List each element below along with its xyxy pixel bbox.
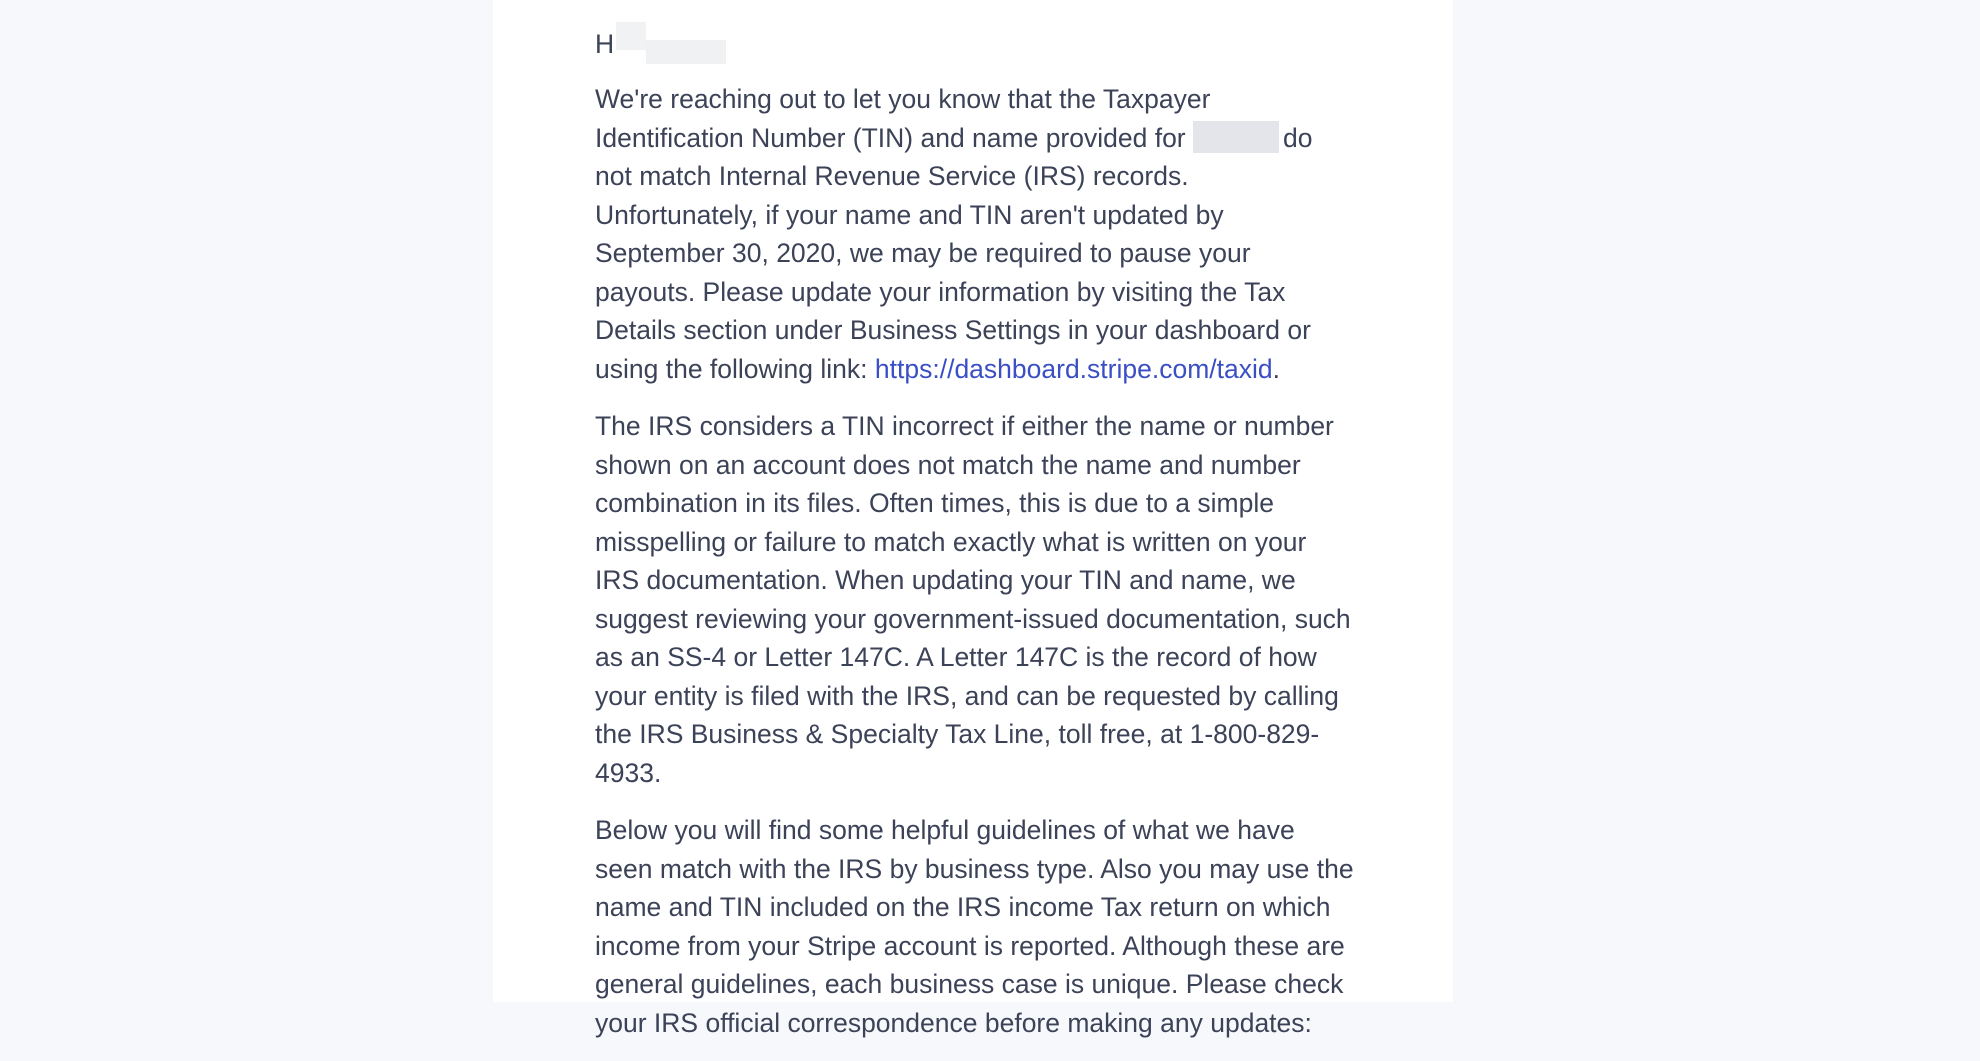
paragraph-tin-mismatch: [595, 80, 1355, 388]
paragraph-irs-explanation: The IRS considers a TIN incorrect if either the name or number shown on an account does not match the name and number combination in its files. Often times, this is due to a simple misspelling or failure to match exactly what is written on your IRS documentation. When updating your TIN and name, we suggest reviewing your government-issued documentation, such as an SS-4 or Letter 147C. A Letter 147C is the record of how your entity is filed with the IRS, and can be requested by calling the IRS Business & Specialty Tax Line, toll free, at 1-800-829-4933.: [595, 411, 1351, 788]
link-suffix: .: [1272, 353, 1280, 384]
taxid-link[interactable]: https://dashboard.stripe.com/taxid: [874, 353, 1273, 384]
redacted-name: [616, 22, 646, 50]
email-card: [493, 0, 1453, 1038]
paragraph-text: do not match Internal Revenue Service (IRS) records. Unfortunately, if your name and TIN aren't updated by September 30, 2020, we may be required to pause your payouts. Please update your information by visiting the Tax Details section under Business Settings in your dashboard or using the following link:: [595, 122, 1313, 384]
paragraph-guidelines: Below you will find some helpful guidelines of what we have seen match with the IRS by business type. Also you may use the name and TIN included on the IRS income Tax return on which income from your Stripe account is reported. Although these are general guidelines, each business case is unique. Please check your IRS official correspondence before making any updates:: [595, 815, 1354, 1038]
greeting: [595, 24, 1355, 64]
email-body: [595, 24, 1355, 1061]
redacted-business-name: [1193, 121, 1279, 153]
greeting-text: H: [595, 28, 615, 59]
redacted-name-tail: [646, 40, 726, 64]
paragraph-text: We're reaching out to let you know that the Taxpayer Identification Number (TIN) and name provided for: [595, 84, 1211, 153]
